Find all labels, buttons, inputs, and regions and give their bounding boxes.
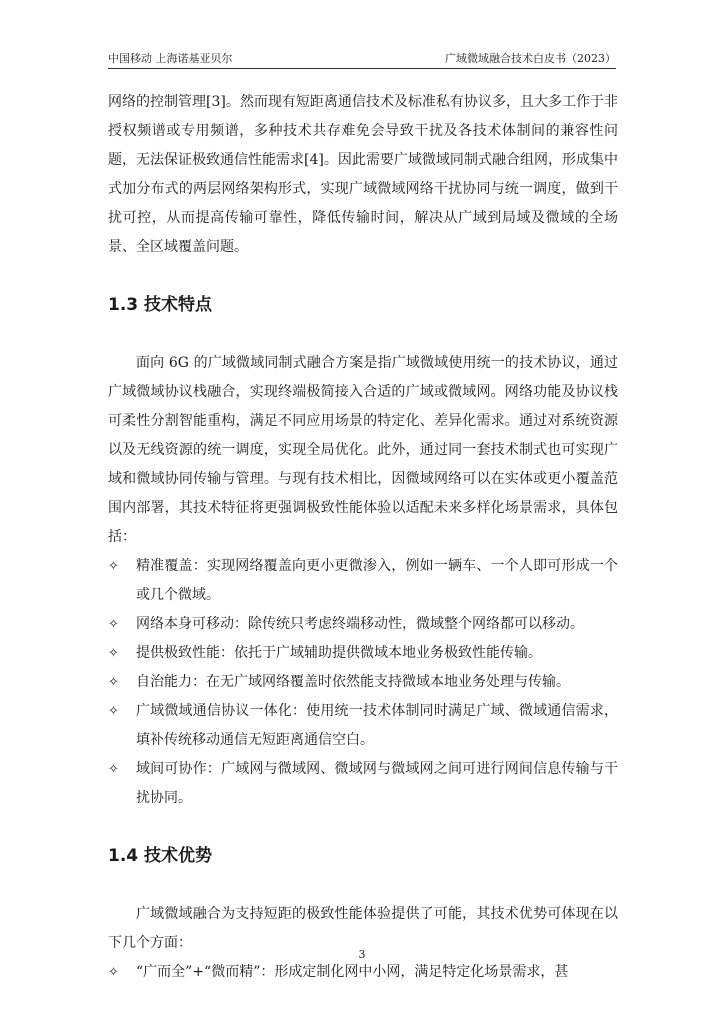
section-1-3-paragraph: 面向 6G 的广域微域同制式融合方案是指广域微域使用统一的技术协议，通过广域微域协议栈融合，实现终端极简接入合适的广域或微域网。网络功能及协议栈可柔性分割智能重构，满足不同应用场景的特定化、差异化需求。通过对系统资源以及无线资源的统一调度，实现全局优化。此外，通过同一套技术制式也可实现广域和微域协同传输与管理。与现有技术相比，因微域网络可以在实体或更小覆盖范围内部署，其技术特征将更强调极致性能体验以适配未来多样化场景需求，具体包括： [108,355,618,545]
list-item [108,552,618,610]
section-1-4-paragraph: 广域微域融合为支持短距的极致性能体验提供了可能，其技术优势可体现在以下几个方面： [108,906,618,951]
header-left-text: 中国移动 上海诺基亚贝尔 [108,52,233,65]
list-item [108,639,618,668]
section-1-4-title: 1.4 技术优势 [108,846,213,866]
list-item [108,755,618,813]
diamond-bullet-icon: ✧ [108,762,119,777]
intro-paragraph: 网络的控制管理[3]。然而现有短距离通信技术及标准私有协议多，且大多工作于非授权频谱或专用频谱，多种技术共存难免会导致干扰及各技术体制间的兼容性问题，无法保证极致通信性能需求[4]。因此需要广域微域同制式融合组网，形成集中式加分布式的两层网络架构形式，实现广域微域网络干扰协同与统一调度，做到干扰可控，从而提高传输可靠性，降低传输时间，解决从广域到局域及微域的全场景、全区域覆盖问题。 [108,94,618,255]
diamond-bullet-icon: ✧ [108,617,119,632]
diamond-bullet-icon: ✧ [108,675,119,690]
bullet-text: 精准覆盖：实现网络覆盖向更小更微渗入，例如一辆车、一个人即可形成一个或几个微域。 [136,558,618,603]
page-body [108,88,618,987]
list-item [108,697,618,755]
bullet-text: 广域微域通信协议一体化：使用统一技术体制同时满足广域、微域通信需求，填补传统移动通信无短距离通信空白。 [136,703,618,748]
list-item [108,610,618,639]
list-item [108,958,618,987]
bullet-text: 自治能力：在无广域网络覆盖时依然能支持微域本地业务处理与传输。 [136,674,570,690]
diamond-bullet-icon: ✧ [108,559,119,574]
diamond-bullet-icon: ✧ [108,646,119,661]
bullet-text: 域间可协作：广域网与微域网、微域网与微域网之间可进行网间信息传输与干扰协同。 [136,761,618,806]
bullet-text: “广而全”+“微而精”：形成定制化网中小网，满足特定化场景需求，甚 [136,964,569,980]
bullet-text: 提供极致性能：依托于广域辅助提供微域本地业务极致性能传输。 [136,645,542,661]
page-header [108,50,616,69]
diamond-bullet-icon: ✧ [108,965,119,980]
section-1-3-title: 1.3 技术特点 [108,295,213,315]
page-number: 3 [358,948,366,961]
diamond-bullet-icon: ✧ [108,704,119,719]
bullet-text: 网络本身可移动：除传统只考虑终端移动性，微域整个网络都可以移动。 [136,616,584,632]
list-item [108,668,618,697]
header-right-text: 广域微域融合技术白皮书（2023） [445,52,616,65]
